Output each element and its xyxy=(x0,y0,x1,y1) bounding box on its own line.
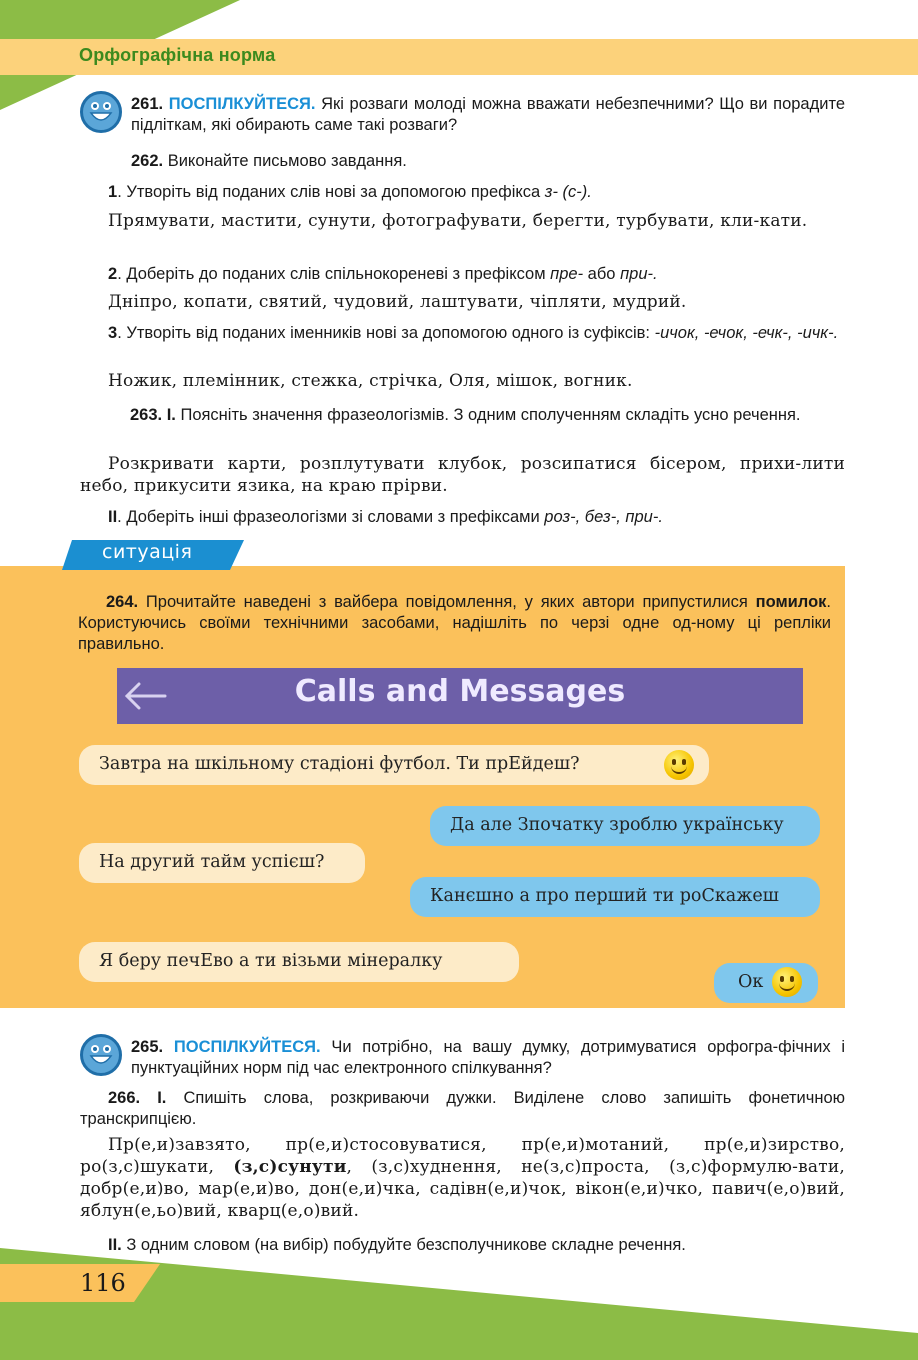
chat-title: Calls and Messages xyxy=(294,674,626,709)
exercise-263: 263. І. Поясніть значення фразеологізмів. З одним сполученням складіть усно речення. xyxy=(130,406,801,424)
situation-label: ситуація xyxy=(102,541,193,563)
exercise-number: 264. xyxy=(106,593,139,611)
chat-message-incoming xyxy=(79,745,709,785)
exercise-number: 262. xyxy=(131,152,164,170)
exercise-number: 265. xyxy=(131,1038,164,1056)
exercise-text: Які розваги молоді можна вважати небезпечними? Що ви порадите підліткам, які обирають саме такі розваги? xyxy=(131,95,845,134)
exercise-number: 263. І. xyxy=(130,406,176,424)
exercise-266-part2: ІІ. З одним словом (на вибір) побудуйте безсполучникове складне речення. xyxy=(108,1236,686,1254)
exercise-number: 266. І. xyxy=(108,1089,167,1107)
message-text: На другий тайм успієш? xyxy=(99,852,325,872)
page-number: 116 xyxy=(80,1269,126,1297)
exercise-262 xyxy=(131,151,845,172)
discuss-tag: ПОСПІЛКУЙТЕСЯ. xyxy=(173,1038,321,1056)
exercise-text: Виконайте письмово завдання. xyxy=(163,152,407,170)
chat-app-bar xyxy=(117,668,803,724)
message-text: Канєшно а про перший ти роСкажеш xyxy=(430,886,779,906)
task-1-words: Прямувати, мастити, сунути, фотографувати, берегти, турбувати, кли-кати. xyxy=(108,211,808,231)
message-text: Да але Зпочатку зроблю українську xyxy=(450,815,784,835)
highlighted-word: (з,с)сунути xyxy=(233,1157,347,1177)
smiley-emoji-icon xyxy=(772,967,802,997)
exercise-265: 265. ПОСПІЛКУЙТЕСЯ. Чи потрібно, на вашу думку, дотримуватися орфогра-фічних і пунктуаційних норм під час електронного спілкування? xyxy=(131,1038,846,1077)
exercise-263-words: Розкривати карти, розплутувати клубок, розсипатися бісером, прихи-лити небо, прикусити язика, на краю прірви. xyxy=(80,454,845,496)
task-1: 1. Утворіть від поданих слів нові за допомогою префікса з- (с-). xyxy=(108,183,592,201)
chat-message-incoming xyxy=(79,942,519,982)
section-title: Орфографічна норма xyxy=(79,45,276,65)
message-text: Я беру печЕво а ти візьми мінералку xyxy=(99,951,443,971)
chat-message-incoming xyxy=(79,843,365,883)
exercise-261 xyxy=(131,94,845,136)
task-2: 2. Доберіть до поданих слів спільнокореневі з префіксом пре- або при-. xyxy=(108,265,658,283)
discussion-icon xyxy=(80,91,122,133)
chat-message-outgoing xyxy=(430,806,820,846)
exercise-263-part2: ІІ. Доберіть інші фразеологізми зі словами з префіксами роз-, без-, при-. xyxy=(108,508,663,526)
task-3: 3. Утворіть від поданих іменників нові за допомогою одного із суфіксів: -ичок, -ечок, -ечк-, -ичк-. xyxy=(108,324,839,342)
chat-message-outgoing xyxy=(410,877,820,917)
exercise-266: 266. І. Спишіть слова, розкриваючи дужки. Виділене слово запишіть фонетичною транскрипцією. xyxy=(80,1089,845,1128)
exercise-266-words: Пр(е,и)завзято, пр(е,и)стосовуватися, пр(е,и)мотаний, пр(е,и)зирство, ро(з,с)шукати, (з,с)сунути, (з,с)худнення, не(з,с)проста, (з,с)формулю-вати, добр(е,и)во, мар(е,и)во, дон(е,и)чка, садівн(е,и)чок, вікон(е,и)чко, павич(е,о)вий, яблун(е,ьо)вий, кварц(е,о)вий. xyxy=(80,1135,845,1221)
message-text: Ок xyxy=(738,972,764,992)
discussion-icon xyxy=(80,1034,122,1076)
message-text: Завтра на шкільному стадіоні футбол. Ти прЕйдеш? xyxy=(99,754,580,774)
exercise-number: 261. xyxy=(131,95,164,113)
smiley-emoji-icon xyxy=(664,750,694,780)
chat-message-outgoing xyxy=(714,963,818,1003)
task-3-words: Ножик, племінник, стежка, стрічка, Оля, мішок, вогник. xyxy=(108,371,633,391)
discuss-tag: ПОСПІЛКУЙТЕСЯ. xyxy=(168,95,316,113)
task-2-words: Дніпро, копати, святий, чудовий, лаштувати, чіпляти, мудрий. xyxy=(108,292,687,312)
exercise-264: 264. Прочитайте наведені з вайбера повідомлення, у яких автори припустилися помилок. Користуючись своїми технічними засобами, надішліть по черзі одне од-ному ці репліки правильно. xyxy=(78,593,831,653)
